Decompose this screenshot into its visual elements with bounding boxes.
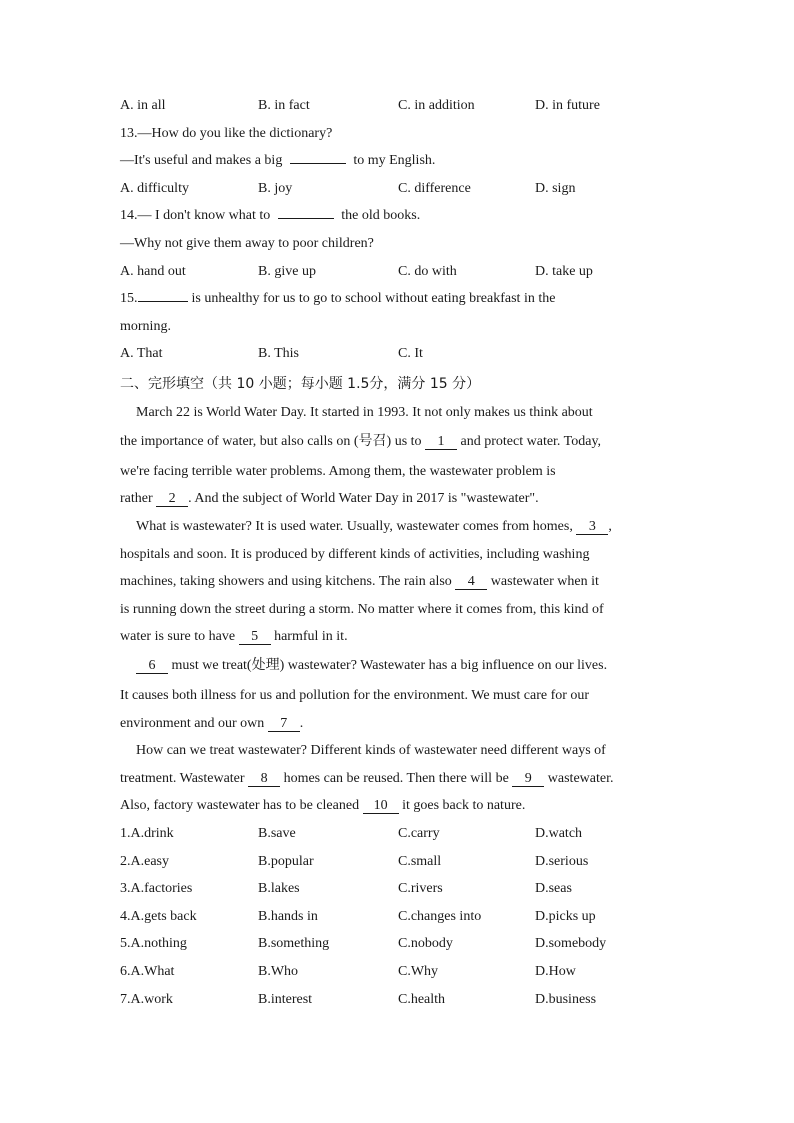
passage-text: it goes back to nature.: [402, 798, 526, 813]
q13-reply-post: to my English.: [353, 153, 436, 168]
choice-4-c: C.changes into: [398, 909, 482, 924]
blank-1: 1: [425, 434, 457, 450]
choice-3-c: C.rivers: [398, 881, 443, 896]
passage-text: and protect water. Today,: [460, 434, 602, 449]
choice-6-a: 6.A.What: [120, 964, 175, 979]
choice-4-a: 4.A.gets back: [120, 909, 197, 924]
q14-stem-pre: 14.— I don't know what to: [120, 208, 271, 223]
q15-option-a: A. That: [120, 346, 163, 361]
blank-2: 2: [156, 491, 188, 507]
blank-6: 6: [136, 658, 168, 674]
q12-option-d: D. in future: [535, 98, 600, 113]
q14-option-c: C. do with: [398, 264, 457, 279]
choice-7-c: C.health: [398, 992, 446, 1007]
choice-4-d: D.picks up: [535, 909, 596, 924]
passage-text: treatment. Wastewater: [120, 771, 245, 786]
passage-p2-line4: is running down the street during a storm. No matter where it comes from, this kind of: [120, 602, 604, 617]
choice-6-c: C.Why: [398, 964, 439, 979]
q12-option-b: B. in fact: [258, 98, 310, 113]
choice-4-b: B.hands in: [258, 909, 318, 924]
choice-7-d: D.business: [535, 992, 597, 1007]
choice-2-d: D.serious: [535, 854, 589, 869]
q13-blank: [290, 163, 346, 164]
q14-option-d: D. take up: [535, 264, 593, 279]
passage-text: wastewater when it: [490, 574, 599, 589]
q15-number: 15.: [120, 291, 138, 306]
choice-6-d: D.How: [535, 964, 576, 979]
q14-reply: —Why not give them away to poor children?: [120, 236, 374, 251]
choice-1-d: D.watch: [535, 826, 583, 841]
choice-3-b: B.lakes: [258, 881, 300, 896]
passage-text: water is sure to have: [120, 629, 236, 644]
blank-7: 7: [268, 716, 300, 732]
choice-3-a: 3.A.factories: [120, 881, 193, 896]
q14-stem: [120, 207, 420, 225]
q13-option-d: D. sign: [535, 181, 576, 196]
passage-p2-line2: hospitals and soon. It is produced by different kinds of activities, including washing: [120, 547, 590, 562]
passage-text: harmful in it.: [274, 629, 348, 644]
passage-p4-line2: [120, 770, 613, 788]
passage-text: rather: [120, 491, 153, 506]
passage-p1-line2: [120, 433, 601, 451]
q15-stem: [120, 290, 555, 308]
q13-option-a: A. difficulty: [120, 181, 189, 196]
q15-blank: [138, 301, 188, 302]
q13-reply-pre: —It's useful and makes a big: [120, 153, 283, 168]
passage-p3-line1: [136, 657, 607, 675]
q13-stem: 13.—How do you like the dictionary?: [120, 126, 333, 141]
passage-p2-line3: [120, 573, 599, 591]
passage-text: environment and our own: [120, 716, 265, 731]
choice-1-a: 1.A.drink: [120, 826, 174, 841]
passage-text: the importance of water, but also calls on (号召) us to: [120, 434, 422, 449]
passage-p1-line4: [120, 490, 539, 508]
passage-text: ,: [608, 519, 612, 534]
choice-5-d: D.somebody: [535, 936, 607, 951]
q15-option-b: B. This: [258, 346, 299, 361]
choice-2-c: C.small: [398, 854, 442, 869]
passage-p3-line3: [120, 715, 303, 733]
passage-text: must we treat(处理) wastewater? Wastewater has a big influence on our lives.: [171, 658, 608, 673]
passage-text: machines, taking showers and using kitchens. The rain also: [120, 574, 452, 589]
q13-reply: [120, 152, 435, 170]
q14-blank: [278, 218, 334, 219]
q15-option-c: C. It: [398, 346, 423, 361]
passage-p1-line3: we're facing terrible water problems. Among them, the wastewater problem is: [120, 464, 556, 479]
choice-7-a: 7.A.work: [120, 992, 173, 1007]
passage-text: homes can be reused. Then there will be: [283, 771, 509, 786]
passage-p4-line3: [120, 797, 525, 815]
q14-stem-post: the old books.: [341, 208, 421, 223]
blank-10: 10: [363, 798, 399, 814]
choice-1-c: C.carry: [398, 826, 440, 841]
blank-4: 4: [455, 574, 487, 590]
blank-8: 8: [248, 771, 280, 787]
blank-5: 5: [239, 629, 271, 645]
q13-option-c: C. difference: [398, 181, 471, 196]
passage-p2-line5: [120, 628, 348, 646]
choice-3-d: D.seas: [535, 881, 572, 896]
section-heading: 二、完形填空（共 10 小题；每小题 1.5分，满分 15 分）: [120, 376, 481, 392]
choice-2-b: B.popular: [258, 854, 314, 869]
blank-3: 3: [576, 519, 608, 535]
q15-stem-cont: morning.: [120, 319, 171, 334]
passage-p1-line1: March 22 is World Water Day. It started in 1993. It not only makes us think about: [136, 405, 593, 420]
choice-6-b: B.Who: [258, 964, 299, 979]
passage-p2-line1: [136, 518, 612, 536]
choice-5-b: B.something: [258, 936, 330, 951]
q13-option-b: B. joy: [258, 181, 293, 196]
passage-text: .: [299, 716, 304, 731]
choice-2-a: 2.A.easy: [120, 854, 169, 869]
choice-7-b: B.interest: [258, 992, 313, 1007]
passage-p4-line1: How can we treat wastewater? Different kinds of wastewater need different ways of: [136, 743, 606, 758]
q14-option-b: B. give up: [258, 264, 316, 279]
q12-option-a: A. in all: [120, 98, 166, 113]
q14-option-a: A. hand out: [120, 264, 186, 279]
choice-5-a: 5.A.nothing: [120, 936, 187, 951]
passage-text: wastewater.: [547, 771, 614, 786]
passage-text: . And the subject of World Water Day in 2017 is "wastewater".: [188, 491, 539, 506]
blank-9: 9: [512, 771, 544, 787]
passage-p3-line2: It causes both illness for us and pollution for the environment. We must care for our: [120, 688, 590, 703]
passage-text: What is wastewater? It is used water. Usually, wastewater comes from homes,: [136, 519, 573, 534]
q15-stem-post: is unhealthy for us to go to school without eating breakfast in the: [191, 291, 556, 306]
passage-text: Also, factory wastewater has to be cleaned: [120, 798, 360, 813]
choice-1-b: B.save: [258, 826, 296, 841]
choice-5-c: C.nobody: [398, 936, 453, 951]
q12-option-c: C. in addition: [398, 98, 475, 113]
